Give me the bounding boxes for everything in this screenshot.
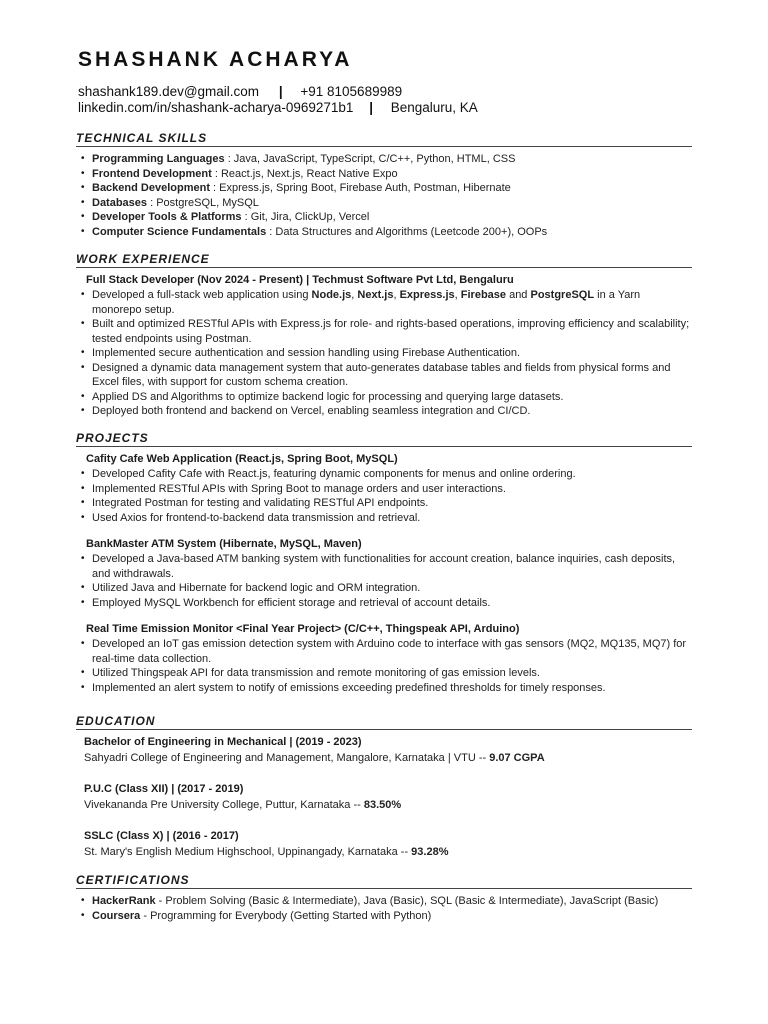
project-title: Cafity Cafe Web Application (React.js, Spring Boot, MySQL) [86, 453, 398, 465]
education-section [76, 714, 692, 876]
list-item: • Deployed both frontend and backend on Vercel, enabling seamless integration and CI/CD. [76, 404, 692, 419]
skills-list [76, 152, 692, 239]
list-item: • Backend Development : Express.js, Spring Boot, Firebase Auth, Postman, Hibernate [76, 181, 692, 196]
education-title: Bachelor of Engineering in Mechanical | (2019 - 2023) [84, 736, 362, 748]
project-emission-monitor [76, 622, 692, 695]
project-cafity [76, 452, 692, 525]
list-item: • Implemented an alert system to notify of emissions exceeding predefined thresholds for timely responses. [76, 681, 692, 696]
list-item: • Developed a Java-based ATM banking system with functionalities for account creation, balance inquiries, cash deposits, and withdrawals. [76, 552, 692, 581]
education-title: SSLC (Class X) | (2016 - 2017) [84, 830, 239, 842]
project-title: Real Time Emission Monitor <Final Year Project> (C/C++, Thingspeak API, Arduino) [86, 623, 520, 635]
list-item: • Employed MySQL Workbench for efficient storage and retrieval of account details. [76, 596, 692, 611]
section-heading: CERTIFICATIONS [76, 873, 692, 889]
list-item: • Coursera - Programming for Everybody (Getting Started with Python) [76, 909, 692, 924]
section-heading: EDUCATION [76, 714, 692, 730]
list-item: • Designed a dynamic data management system that auto-generates database tables and fields from physical forms and Excel files, with support for custom schema creation. [76, 361, 692, 390]
education-detail: Sahyadri College of Engineering and Management, Mangalore, Karnataka | VTU -- 9.07 CGPA [84, 752, 545, 764]
phone-number: +91 8105689989 [300, 84, 403, 99]
list-item: • Frontend Development : React.js, Next.js, React Native Expo [76, 167, 692, 182]
list-item: • Developer Tools & Platforms : Git, Jira, ClickUp, Vercel [76, 210, 692, 225]
job-title: Full Stack Developer (Nov 2024 - Present) | Techmust Software Pvt Ltd, Bengaluru [86, 274, 514, 286]
list-item: • Utilized Thingspeak API for data transmission and remote monitoring of gas emission levels. [76, 666, 692, 681]
section-heading: WORK EXPERIENCE [76, 252, 692, 268]
section-heading: PROJECTS [76, 431, 692, 447]
education-score: 83.50% [363, 799, 402, 811]
skills-section [76, 131, 692, 239]
work-section [76, 252, 692, 419]
education-score: 9.07 CGPA [489, 752, 545, 764]
list-item: • Developed Cafity Cafe with React.js, featuring dynamic components for menus and online ordering. [76, 467, 692, 482]
certifications-list [76, 894, 692, 923]
list-item: • Applied DS and Algorithms to optimize backend logic for processing and querying large datasets. [76, 390, 692, 405]
education-item [84, 735, 692, 766]
list-item: • Developed an IoT gas emission detection system with Arduino code to interface with gas sensors (MQ2, MQ135, MQ7) for real-time data collection. [76, 637, 692, 666]
education-detail: St. Mary's English Medium Highschool, Uppinangady, Karnataka -- 93.28% [84, 846, 449, 858]
list-item: • Used Axios for frontend-to-backend data transmission and retrieval. [76, 511, 692, 526]
education-detail: Vivekananda Pre University College, Puttur, Karnataka -- 83.50% [84, 799, 402, 811]
email-link[interactable]: shashank189.dev@gmail.com [78, 84, 260, 99]
candidate-name: SHASHANK ACHARYA [78, 48, 353, 71]
contact-line-1 [78, 84, 402, 99]
education-score: 93.28% [411, 846, 449, 858]
list-item: • Implemented secure authentication and session handling using Firebase Authentication. [76, 346, 692, 361]
list-item: • Databases : PostgreSQL, MySQL [76, 196, 692, 211]
list-item: • Programming Languages : Java, JavaScript, TypeScript, C/C++, Python, HTML, CSS [76, 152, 692, 167]
list-item: • Utilized Java and Hibernate for backend logic and ORM integration. [76, 581, 692, 596]
list-item: • Developed a full-stack web application using Node.js, Next.js, Express.js, Firebase and PostgreSQL in a Yarn monorepo setup. [76, 288, 692, 317]
separator: | [278, 84, 283, 99]
section-heading: TECHNICAL SKILLS [76, 131, 692, 147]
linkedin-link[interactable]: linkedin.com/in/shashank-acharya-0969271b1 [78, 100, 354, 115]
work-list [76, 288, 692, 419]
certifications-section [76, 873, 692, 923]
list-item: • Computer Science Fundamentals : Data Structures and Algorithms (Leetcode 200+), OOPs [76, 225, 692, 240]
projects-section [76, 431, 692, 707]
separator: | [369, 100, 373, 115]
project-title: BankMaster ATM System (Hibernate, MySQL, Maven) [86, 538, 362, 550]
education-title: P.U.C (Class XII) | (2017 - 2019) [84, 783, 244, 795]
project-bankmaster [76, 537, 692, 610]
contact-line-2 [78, 100, 478, 115]
location: Bengaluru, KA [390, 100, 478, 115]
education-item [84, 782, 692, 813]
education-item [84, 829, 692, 860]
list-item: • Integrated Postman for testing and validating RESTful API endpoints. [76, 496, 692, 511]
list-item: • Built and optimized RESTful APIs with Express.js for role- and rights-based operations, improving efficiency and scalability; tested endpoints using Postman. [76, 317, 692, 346]
list-item: • Implemented RESTful APIs with Spring Boot to manage orders and user interactions. [76, 482, 692, 497]
list-item: • HackerRank - Problem Solving (Basic & Intermediate), Java (Basic), SQL (Basic & Intermediate), JavaScript (Basic) [76, 894, 692, 909]
